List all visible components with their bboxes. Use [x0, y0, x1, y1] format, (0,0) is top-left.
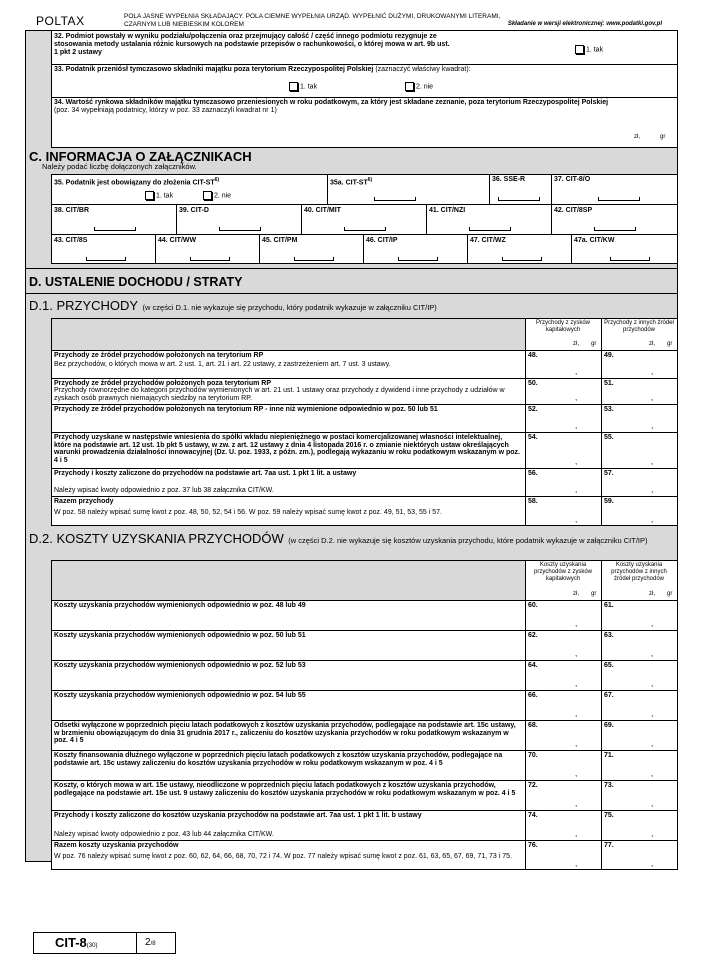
d1-amount-field[interactable] [602, 506, 676, 525]
d1-zl-1: zł, [573, 341, 579, 347]
attachment-cit-st-sup: 6) [367, 177, 373, 183]
attachment-cit-8sp: 42. CIT/8SP [554, 207, 593, 214]
attachment-cit-d: 39. CIT-D [179, 207, 209, 214]
d1-amount-field[interactable] [526, 360, 600, 377]
d1-decimal-comma: , [651, 485, 654, 494]
d1-field-label: 56. [528, 470, 538, 477]
q32-checkbox[interactable] [575, 45, 584, 54]
header-instruction: POLA JASNE WYPEŁNIA SKŁADAJĄCY. POLA CIEMNE WYPEŁNIA URZĄD. WYPEŁNIĆ DUŻYMI, DRUKOWANYMI LITERAMI, CZARNYM LUB NIEBIESKIM KOLOREM [124, 13, 501, 28]
attachment-sse-r: 36. SSE-R [492, 176, 526, 183]
d2-decimal-comma: , [575, 769, 578, 778]
d2-row-label: Koszty uzyskania przychodów wymienionych odpowiednio w poz. 52 lub 53 [54, 662, 306, 669]
page-current: 2 [145, 937, 151, 948]
d1-amount-field[interactable] [602, 478, 676, 495]
q35-option2[interactable] [203, 191, 231, 200]
d1-field-label: 52. [528, 406, 538, 413]
d1-title: D.1. PRZYCHODY [29, 298, 139, 313]
d1-heading [29, 297, 669, 315]
d1-decimal-comma: , [575, 393, 578, 402]
d2-amount-field[interactable] [602, 850, 676, 869]
d2-amount-field[interactable] [602, 730, 676, 749]
count-field-35a[interactable] [374, 197, 416, 201]
d1-row-label: Przychody i koszty zaliczone do przychodów na podstawie art. 7aa ust. 1 pkt 1 lit. a ustawy [54, 470, 357, 477]
d1-row-note: Bez przychodów, o których mowa w art. 2 ust. 1, art. 21 i art. 22 ustawy, z zastrzeżeniem art. 7 ust. 3 ustawy. [54, 361, 391, 368]
d2-row-note: Należy wpisać kwoty odpowiednio z poz. 43 lub 44 załącznika CIT/KW. [54, 831, 274, 838]
d2-field-label: 64. [528, 662, 538, 669]
header-electronic: Składanie w wersji elektronicznej: www.podatki.gov.pl [507, 21, 662, 27]
d1-zl-2: zł, [649, 341, 655, 347]
d1-row-label: Przychody uzyskane w następstwie wniesienia do spółki wkładu niepieniężnego w postaci komercjalizowanej własności intelektualnej, które na podstawie art. 12 ust. 1b pkt 5 ustawy, w zw. z art. 12 ustawy z dnia 4 listopada 2016 r. o zmianie niektórych ustaw określających warunki prowadzenia działalności innowacyjnej (Dz. U. poz. 1933, z późn. zm.), podlegają wykazaniu w roku podatkowym wskazanym w poz. 4 i 5 [54, 434, 520, 464]
d1-col1-header: Przychody z zysków kapitałowych [535, 320, 590, 333]
d1-field-label: 51. [604, 380, 614, 387]
d2-amount-field[interactable] [526, 760, 600, 779]
d1-header-gray [52, 319, 525, 350]
section-d-title: D. USTALENIE DOCHODU / STRATY [29, 275, 243, 289]
count-field-40[interactable] [344, 227, 386, 231]
attachment-cit-ip: 46. CIT/IP [366, 237, 398, 244]
d2-amount-field[interactable] [602, 760, 676, 779]
form-code [55, 935, 97, 950]
attachment-cit-nzi: 41. CIT/NZI [429, 207, 466, 214]
d1-amount-field[interactable] [602, 442, 676, 467]
d2-field-label: 73. [604, 782, 614, 789]
d2-decimal-comma: , [651, 679, 654, 688]
count-field-38[interactable] [94, 227, 136, 231]
q33-option1[interactable] [289, 82, 317, 91]
d2-row-label: Koszty finansowania dłużnego wyłączone w poprzednich pięciu latach podatkowych z kosztów uzyskania przychodów, podlegające na podstawie art. 15c ustawy zaliczeniu do kosztów uzyskania przychodów w roku podatkowym wskazanym w poz. 4 i 5 [54, 752, 503, 767]
count-field-46[interactable] [398, 257, 438, 261]
d2-decimal-comma: , [651, 709, 654, 718]
count-field-36[interactable] [498, 197, 540, 201]
d2-field-label: 60. [528, 602, 538, 609]
d2-note: (w części D.2. nie wykazuje się kosztów uzyskania przychodu, które podatnik wykazuje w załączniku CIT/IP) [288, 536, 648, 545]
d1-decimal-comma: , [651, 515, 654, 524]
attachment-cit-mit: 40. CIT/MIT [304, 207, 341, 214]
d2-row-label: Odsetki wyłączone w poprzednich pięciu latach podatkowych z kosztów uzyskania przychodów, podlegające na podstawie art. 15c ustawy, w brzmieniu obowiązującym do dnia 31 grudnia 2017 r., zaliczeniu do kosztów uzyskania przychodów w roku podatkowym wskazanym w poz. 4 i 5 [54, 722, 516, 744]
d1-field-label: 59. [604, 498, 614, 505]
d2-decimal-comma: , [651, 829, 654, 838]
d1-gr-1: gr [591, 341, 597, 347]
d1-decimal-comma: , [651, 421, 654, 430]
d1-field-label: 58. [528, 498, 538, 505]
d2-amount-field[interactable] [602, 610, 676, 629]
d1-amount-field[interactable] [526, 388, 600, 403]
d1-decimal-comma: , [651, 393, 654, 402]
d1-row-note: Należy wpisać kwoty odpowiednio z poz. 37 lub 38 załącznika CIT/KW. [54, 487, 274, 494]
d2-amount-field[interactable] [602, 670, 676, 689]
form-code-label: CIT-8 [55, 935, 87, 950]
d2-amount-field[interactable] [602, 820, 676, 839]
d2-decimal-comma: , [651, 649, 654, 658]
d1-amount-field[interactable] [526, 442, 600, 467]
d2-field-label: 66. [528, 692, 538, 699]
q35-opt1-label: 1. tak [155, 192, 174, 200]
q33-text: 33. Podatnik przeniósł tymczasowo składniki majątku poza terytorium Rzeczypospolitej Polskiej [54, 66, 374, 73]
q32-text: 32. Podmiot powstały w wyniku podziału/połączenia oraz przejmujący całość / część innego podmiotu rezygnuje ze stosowania metody ustalania różnic kursowych na podstawie przepisów o rachunkowości, o której mowa w art. 9b ust. 1 pkt 2 ustawy [54, 33, 450, 56]
q33-opt2-label: 2. nie [415, 83, 434, 91]
d2-col2-header: Koszty uzyskania przychodów z innych źródeł przychodów [611, 562, 667, 582]
attachment-cit-ww: 44. CIT/WW [158, 237, 197, 244]
d2-decimal-comma: , [575, 739, 578, 748]
d2-field-label: 77. [604, 842, 614, 849]
d1-row-note: W poz. 58 należy wpisać sumę kwot z poz. 48, 50, 52, 54 i 56. W poz. 59 należy wpisać sumę kwot z poz. 49, 51, 53, 55 i 57. [54, 509, 442, 516]
d1-amount-field[interactable] [526, 506, 600, 525]
attachment-cit-wz: 47. CIT/WZ [470, 237, 506, 244]
d2-field-label: 72. [528, 782, 538, 789]
d2-gr-1: gr [591, 591, 597, 597]
section-c-title: C. INFORMACJA O ZAŁĄCZNIKACH [29, 149, 252, 164]
d2-field-label: 61. [604, 602, 614, 609]
q35-label [54, 176, 219, 187]
d1-decimal-comma: , [575, 515, 578, 524]
d2-amount-field[interactable] [526, 790, 600, 809]
count-field-47a[interactable] [610, 257, 650, 261]
d1-field-label: 49. [604, 352, 614, 359]
d1-field-label: 50. [528, 380, 538, 387]
d2-field-label: 71. [604, 752, 614, 759]
d1-amount-field[interactable] [602, 414, 676, 431]
q34-gr: gr [660, 134, 666, 140]
q35-opt2-label: 2. nie [213, 192, 232, 200]
q33-opt1-label: 1. tak [299, 83, 318, 91]
q35-option1[interactable] [145, 191, 173, 200]
d2-field-label: 75. [604, 812, 614, 819]
d2-decimal-comma: , [575, 859, 578, 868]
d1-gr-2: gr [667, 341, 673, 347]
d2-decimal-comma: , [651, 859, 654, 868]
d2-decimal-comma: , [651, 739, 654, 748]
q34 [54, 99, 614, 115]
d1-col2-header: Przychody z innych źródeł przychodów [604, 320, 674, 333]
d1-amount-field[interactable] [602, 360, 676, 377]
attachment-cit-st-label: 35a. CIT-ST [330, 179, 368, 187]
count-field-45[interactable] [294, 257, 334, 261]
d1-decimal-comma: , [575, 367, 578, 376]
d1-field-label: 54. [528, 434, 538, 441]
page-number [145, 937, 156, 948]
q32-option[interactable] [575, 45, 603, 54]
d1-field-label: 53. [604, 406, 614, 413]
d2-heading [29, 531, 649, 546]
d2-amount-field[interactable] [526, 670, 600, 689]
d1-row-label: Razem przychody [54, 498, 114, 505]
d2-decimal-comma: , [651, 769, 654, 778]
d1-decimal-comma: , [651, 457, 654, 466]
d1-amount-field[interactable] [526, 414, 600, 431]
q33-checkbox-1[interactable] [289, 82, 298, 91]
q33-note: (zaznaczyć właściwy kwadrat): [375, 66, 471, 73]
attachment-cit-st [330, 176, 372, 187]
d1-amount-field[interactable] [526, 478, 600, 495]
d2-field-label: 74. [528, 812, 538, 819]
d2-decimal-comma: , [575, 829, 578, 838]
d1-row-label: Przychody ze źródeł przychodów położonych na terytorium RP [54, 352, 264, 359]
d2-header-gray [52, 561, 525, 600]
d2-amount-field[interactable] [602, 790, 676, 809]
q35-text: 35. Podatnik jest obowiązany do złożenia CIT-ST [54, 179, 215, 187]
d2-decimal-comma: , [575, 649, 578, 658]
q33 [54, 66, 654, 74]
attachment-cit-8s: 43. CIT/8S [54, 237, 88, 244]
d2-row-label: Koszty uzyskania przychodów wymienionych odpowiednio w poz. 48 lub 49 [54, 602, 306, 609]
d1-decimal-comma: , [651, 367, 654, 376]
attachment-cit-kw: 47a. CIT/KW [574, 237, 615, 244]
section-c-subtitle: Należy podać liczbę dołączonych załączników. [42, 162, 197, 171]
attachment-cit-br: 38. CIT/BR [54, 207, 90, 214]
q32-option-label: 1. tak [585, 46, 604, 54]
d2-row-label: Koszty, o których mowa w art. 15e ustawy, nieodliczone w poprzednich pięciu latach podatkowych z kosztów uzyskania przychodów, podlegające na podstawie art. 15e ust. 9 ustawy zaliczeniu do kosztów uzyskania przychodów w roku podatkowym wskazanym w poz. 4 i 5 [54, 782, 516, 797]
d2-decimal-comma: , [575, 709, 578, 718]
count-field-42[interactable] [594, 227, 636, 231]
d2-amount-field[interactable] [526, 700, 600, 719]
d2-field-label: 76. [528, 842, 538, 849]
count-field-44[interactable] [190, 257, 230, 261]
d1-decimal-comma: , [575, 421, 578, 430]
count-field-41[interactable] [469, 227, 511, 231]
d2-field-label: 68. [528, 722, 538, 729]
q34-zl: zł, [634, 134, 640, 140]
d2-field-label: 70. [528, 752, 538, 759]
poltax-brand: POLTAX [36, 14, 85, 28]
d2-row-label: Razem koszty uzyskania przychodów [54, 842, 179, 849]
d2-amount-field[interactable] [526, 820, 600, 839]
d2-amount-field[interactable] [526, 610, 600, 629]
d2-field-label: 62. [528, 632, 538, 639]
d1-decimal-comma: , [575, 485, 578, 494]
q35-checkbox-1[interactable] [145, 191, 154, 200]
d1-amount-field[interactable] [602, 388, 676, 403]
d2-field-label: 67. [604, 692, 614, 699]
d2-row-note: W poz. 76 należy wpisać sumę kwot z poz. 60, 62, 64, 66, 68, 70, 72 i 74. W poz. 77 należy wpisać sumę kwot z poz. 61, 63, 65, 67, 69, 71, 73 i 75. [54, 853, 512, 860]
d2-field-label: 65. [604, 662, 614, 669]
d1-row-label: Przychody ze źródeł przychodów położonych poza terytorium RP [54, 380, 272, 387]
d2-amount-field[interactable] [526, 850, 600, 869]
d1-field-label: 48. [528, 352, 538, 359]
count-field-43[interactable] [86, 257, 126, 261]
d2-decimal-comma: , [651, 619, 654, 628]
page-total: /8 [150, 941, 156, 947]
attachment-cit-pm: 45. CIT/PM [262, 237, 298, 244]
d1-field-label: 55. [604, 434, 614, 441]
q33-option2[interactable] [405, 82, 433, 91]
d2-col1-header: Koszty uzyskania przychodów z zysków kapitałowych [533, 562, 593, 582]
count-field-47[interactable] [502, 257, 542, 261]
d1-row-note: Przychody równorzędne do kategorii przychodów wymienionych w art. 21 ust. 1 ustawy oraz przychody z dywidend i inne przychody z udziałów w zyskach osób prawnych niemających siedziby na terytorium RP. [54, 387, 505, 402]
d1-note: (w części D.1. nie wykazuje się przychodu, który podatnik wykazuje w załączniku CIT/IP) [142, 303, 437, 312]
section-c-grid [51, 174, 678, 264]
attachment-cit-8o: 37. CIT-8/O [554, 176, 591, 183]
d1-decimal-comma: , [575, 457, 578, 466]
count-field-39[interactable] [219, 227, 261, 231]
q33-checkbox-2[interactable] [405, 82, 414, 91]
d2-amount-field[interactable] [526, 730, 600, 749]
d2-row-label: Koszty uzyskania przychodów wymienionych odpowiednio w poz. 50 lub 51 [54, 632, 306, 639]
form-version: (30) [86, 943, 98, 949]
count-field-37[interactable] [598, 197, 640, 201]
d2-zl-1: zł, [573, 591, 579, 597]
d1-row-label: Przychody ze źródeł przychodów położonych na terytorium RP - inne niż wymienione odpowiednio w poz. 50 lub 51 [54, 406, 438, 413]
d2-amount-field[interactable] [602, 640, 676, 659]
d2-decimal-comma: , [575, 619, 578, 628]
q35-sup: 6) [214, 177, 220, 183]
d2-row-label: Przychody i koszty zaliczone do kosztów uzyskania przychodów na podstawie art. 7aa ust. 1 pkt 1 lit. b ustawy [54, 812, 422, 819]
d1-field-label: 57. [604, 470, 614, 477]
q35-checkbox-2[interactable] [203, 191, 212, 200]
d2-decimal-comma: , [651, 799, 654, 808]
d2-title: D.2. KOSZTY UZYSKANIA PRZYCHODÓW [29, 531, 284, 546]
d2-gr-2: gr [667, 591, 673, 597]
d2-decimal-comma: , [575, 799, 578, 808]
d2-amount-field[interactable] [526, 640, 600, 659]
q34-text: 34. Wartość rynkowa składników majątku tymczasowo przeniesionych w roku podatkowym, za który jest składane zeznanie, poza terytorium Rzeczypospolitej Polskiej [54, 99, 609, 106]
d2-field-label: 63. [604, 632, 614, 639]
q34-note: (poz. 34 wypełniają podatnicy, którzy w poz. 33 zaznaczyli kwadrat nr 1) [54, 107, 277, 114]
d2-decimal-comma: , [575, 679, 578, 688]
d2-field-label: 69. [604, 722, 614, 729]
d2-row-label: Koszty uzyskania przychodów wymienionych odpowiednio w poz. 54 lub 55 [54, 692, 306, 699]
d2-zl-2: zł, [649, 591, 655, 597]
d2-amount-field[interactable] [602, 700, 676, 719]
